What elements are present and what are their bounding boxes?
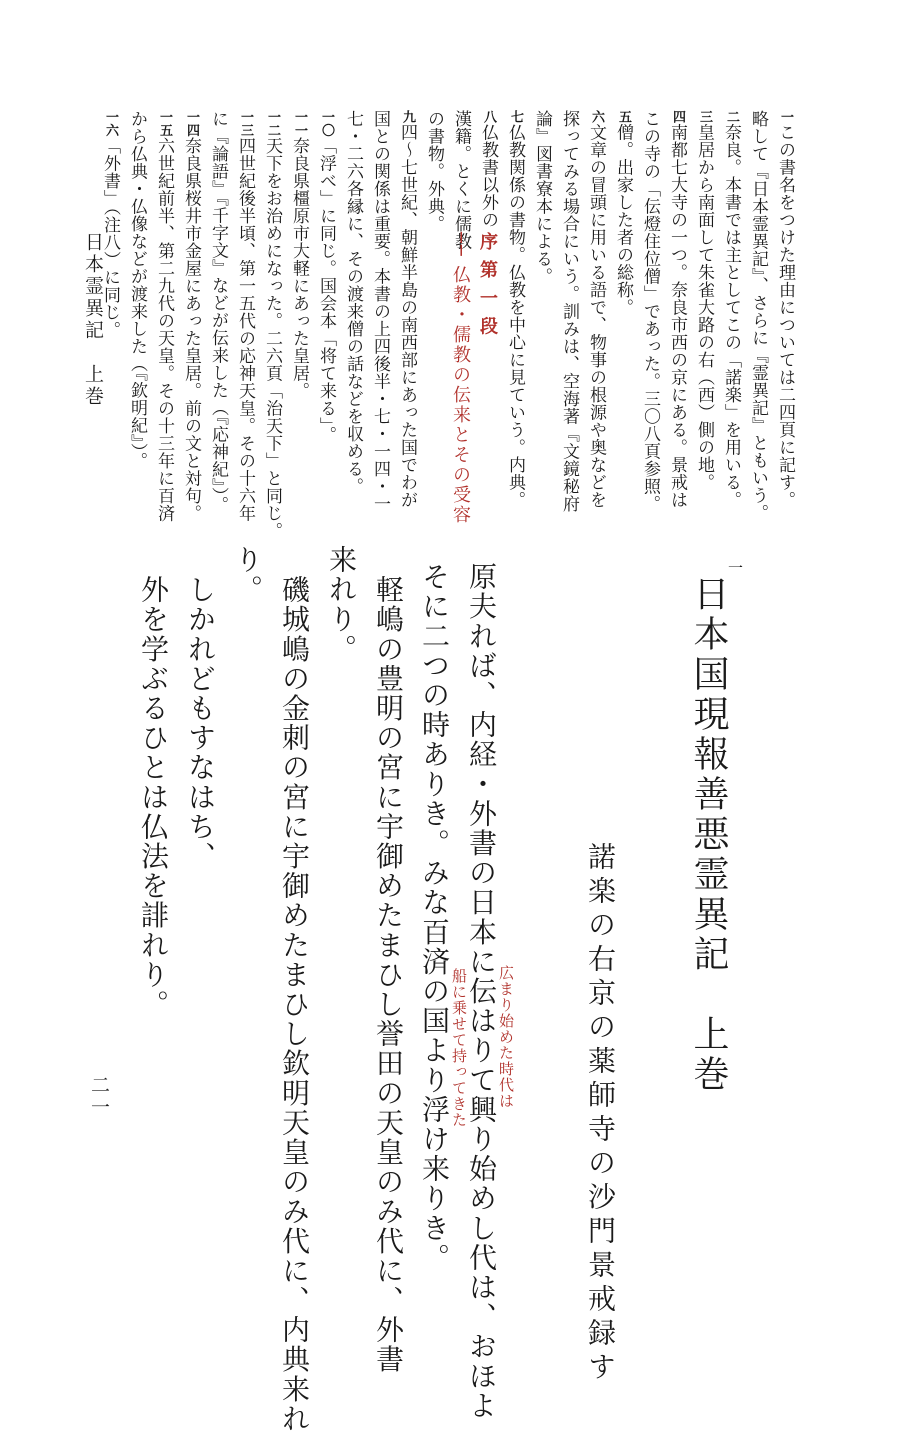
main-text-line-7: しかれどもすなはち、 — [184, 575, 217, 871]
note-number: 一六 — [103, 110, 118, 137]
note-number: 三 — [697, 110, 712, 124]
page-number: 二一 — [88, 1075, 110, 1119]
note-6-cont — [560, 110, 577, 513]
note-text: 「浮べ」に同じ。国会本「将て来る」。 — [316, 137, 336, 444]
author-line: 諾楽の右京の薬師寺の沙門景戒録す — [584, 842, 617, 1386]
note-13-cont — [209, 110, 226, 514]
note-text: 僧。出家した者の総称。 — [613, 123, 633, 316]
gloss-1: 広まり始めた時代は — [497, 965, 515, 1109]
note-text: この書名をつけた理由については二四頁に記す。 — [775, 123, 795, 509]
note-number: 五 — [616, 110, 631, 124]
note-9 — [398, 110, 415, 509]
note-6 — [587, 110, 604, 509]
note-15 — [155, 110, 172, 522]
note-text: 奈良県橿原市大軽にあった皇居。 — [289, 137, 309, 400]
note-3 — [695, 110, 712, 491]
note-12 — [263, 110, 280, 540]
gloss-2: 船に乗せて持ってきた — [450, 968, 468, 1128]
note-text: 四世紀後半頃、第一五代の応神天皇。その十六年 — [235, 137, 255, 522]
note-text: 四～七世紀、朝鮮半島の南西部にあった国でわが — [397, 123, 417, 509]
note-14 — [182, 110, 199, 522]
note-text: 略して『日本霊異記』、さらに『霊異記』ともいう。 — [748, 110, 768, 522]
note-1 — [776, 110, 793, 509]
note-text: 探ってみる場合にいう。訓みは、空海著『文鏡秘府 — [559, 110, 579, 513]
note-8-cont2 — [425, 110, 442, 233]
note-7 — [506, 110, 523, 509]
note-2 — [722, 110, 739, 509]
title-number: 一 — [726, 560, 744, 577]
main-text-line-4: 来れり。 — [325, 545, 358, 664]
note-number: 九 — [400, 110, 415, 124]
note-text: 文章の冒頭に用いる語で、物事の根源や奥などを — [586, 123, 606, 509]
running-head: 日本霊異記 上巻 — [82, 232, 104, 408]
note-8 — [479, 110, 496, 229]
note-11 — [290, 110, 307, 400]
note-9-cont — [371, 110, 388, 513]
main-text-line-2: そに二つの時ありき。みな百済の国より浮け来りき。 — [418, 562, 451, 1273]
note-number: 七 — [508, 110, 523, 124]
note-text: 南都七大寺の一つ。奈良市西の京にある。景戒は — [667, 123, 687, 509]
note-number: 二 — [724, 110, 739, 124]
note-text: 論』図書寮本による。 — [532, 110, 552, 285]
note-5 — [614, 110, 631, 316]
note-text: 七・二六各縁に、その渡来僧の話などを収める。 — [343, 110, 363, 495]
note-6-cont2 — [533, 110, 550, 285]
note-1-cont — [749, 110, 766, 522]
note-number: 一 — [778, 110, 793, 124]
main-text-line-3: 軽嶋の豊明の宮に宇御めたまひし誉田の天皇のみ代に、外書 — [372, 575, 405, 1375]
note-text: の書物。外典。 — [424, 110, 444, 233]
note-text: から仏典・仏像などが渡来した（『欽明紀』）。 — [127, 110, 147, 470]
note-text: 「外書」（注八）に同じ。 — [100, 137, 120, 339]
note-text: 漢籍。とくに儒教 — [451, 110, 471, 250]
note-number: 一四 — [184, 110, 199, 137]
note-15-cont — [128, 110, 145, 470]
note-text: 奈良。本書では主としてこの「諾楽」を用いる。 — [721, 123, 741, 509]
section-heading-label: 序 第 一 段 — [477, 232, 498, 337]
book-title: 日本国現報善悪霊異記 上巻 — [688, 575, 729, 1095]
note-number: 一五 — [157, 110, 172, 137]
note-9-cont2 — [344, 110, 361, 495]
note-8-cont — [452, 110, 469, 250]
note-text: 天下をお治めになった。二六頁「治天下」と同じ。 — [262, 137, 282, 540]
note-number: 八 — [481, 110, 496, 124]
note-text: 仏教書以外の — [478, 123, 498, 229]
note-text: 奈良県桜井市金屋にあった皇居。前の文と対句。 — [181, 137, 201, 522]
note-text: 国との関係は重要。本書の上四後半・七・一四・一 — [370, 110, 390, 513]
note-text: この寺の「伝燈住位僧」であった。三〇八頁参照。 — [640, 110, 660, 513]
main-text-line-6: り。 — [231, 545, 264, 605]
note-number: 六 — [589, 110, 604, 124]
note-text: に『論語』『千字文』などが伝来した（『応神紀』）。 — [208, 110, 228, 514]
note-number: 一一 — [292, 110, 307, 137]
note-number: 一三 — [238, 110, 253, 137]
main-text-line-1: 原夫れば、内経・外書の日本に伝はりて興り始めし代は、おほよ — [465, 562, 498, 1421]
note-4 — [668, 110, 685, 509]
note-10 — [317, 110, 334, 444]
note-4-cont — [641, 110, 658, 513]
note-13 — [236, 110, 253, 522]
main-text-line-8: 外を学ぶるひとは仏法を誹れり。 — [137, 575, 170, 1019]
main-text-line-5: 磯城嶋の金刺の宮に宇御めたまひし欽明天皇のみ代に、内典来れ — [278, 575, 311, 1433]
note-text: 皇居から南面して朱雀大路の右（西）側の地。 — [694, 123, 714, 491]
section-heading-subtitle: ── 仏教・儒教の伝来とその受容 — [450, 232, 471, 526]
note-text: 仏教関係の書物。仏教を中心に見ていう。内典。 — [505, 123, 525, 509]
note-number: 一〇 — [319, 110, 334, 137]
note-number: 四 — [670, 110, 685, 124]
note-text: 六世紀前半、第二九代の天皇。その十三年に百済 — [154, 137, 174, 522]
note-number: 一二 — [265, 110, 280, 137]
